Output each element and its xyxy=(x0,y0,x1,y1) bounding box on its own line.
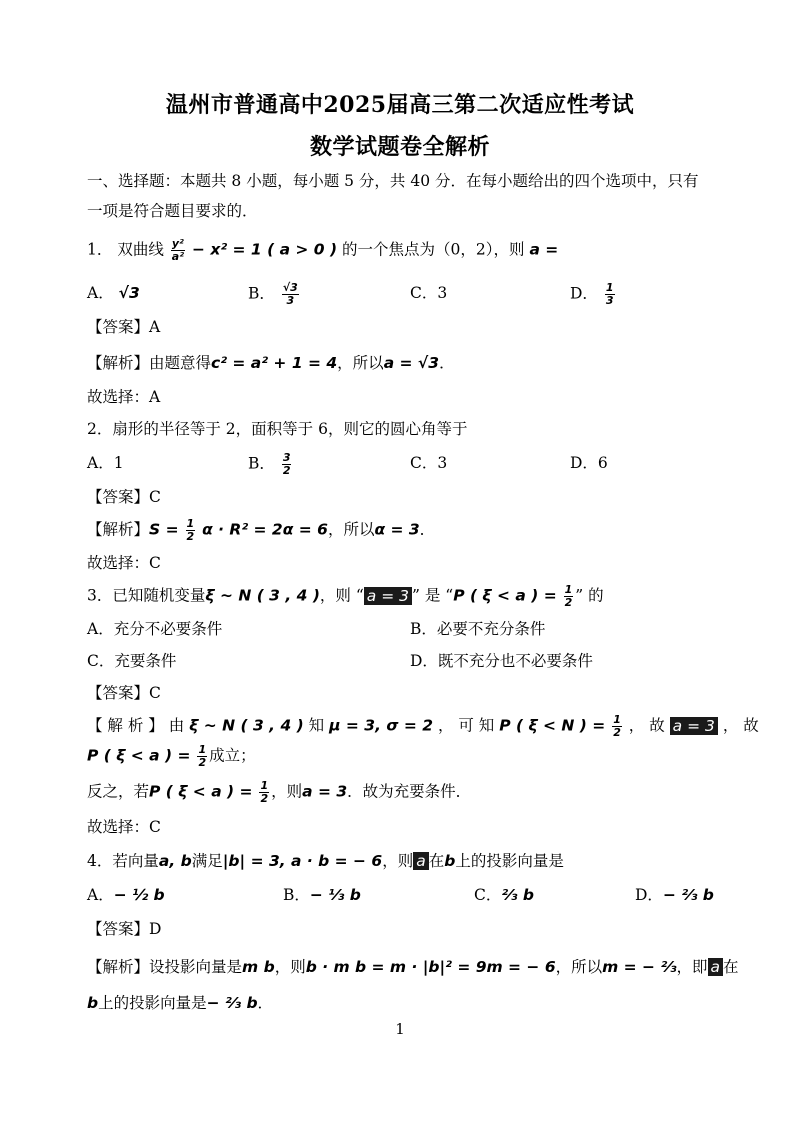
q3-analysis-label: 【 解 析 】 xyxy=(87,716,164,735)
q3-analysis-highlight: a = 3 xyxy=(670,717,718,735)
q3-analysis-line3-half xyxy=(259,780,269,805)
q3-stem-mid2: ” 是 “ xyxy=(411,586,454,605)
q3-analysis-line3-eq: P ( ξ < a ) = xyxy=(149,782,253,801)
page-number: 1 xyxy=(395,1020,405,1038)
q3-analysis-line2-end: 成立； xyxy=(209,746,256,765)
q4-option-d-label: D． xyxy=(635,886,663,904)
q4-option-b xyxy=(283,884,361,906)
q3-analysis-line3-end: ．故为充要条件． xyxy=(347,782,472,801)
q4-analysis-mid3: ，即 xyxy=(676,958,708,976)
q2-option-b-label: B． xyxy=(248,454,275,473)
q4-analysis-line2-text: 上的投影向量是 xyxy=(98,994,207,1012)
q3-analysis-half xyxy=(612,714,622,739)
q4-option-a-label: A． xyxy=(87,886,114,904)
q3-analysis-mid: 知 xyxy=(308,716,325,735)
q3-analysis-half-num: 1 xyxy=(613,713,621,726)
q2-analysis xyxy=(87,518,720,543)
q3-stem-half-den: 2 xyxy=(564,596,573,609)
q1-option-a-label: A． xyxy=(87,284,114,302)
section-intro-line1: 一、选择题：本题共 8 小题，每小题 5 分，共 40 分．在每小题给出的四个选项中，只有 xyxy=(87,172,699,190)
q1-option-a xyxy=(87,282,140,304)
q1-analysis-end: ． xyxy=(439,354,455,372)
q1-stem xyxy=(87,238,720,263)
q3-analysis-mid3: ， 故 xyxy=(628,716,665,735)
q3-answer: 【答案】C xyxy=(87,684,161,702)
q3-analysis-pre: 由 xyxy=(168,716,185,735)
q2-analysis-eq-b: α · R² = 2α = 6 xyxy=(202,520,328,539)
q2-choose: 故选择：C xyxy=(87,554,161,572)
q1-option-d-frac xyxy=(605,282,615,307)
q4-analysis-label: 【解析】 xyxy=(87,958,150,976)
q3-stem-eq: ξ ~ N ( 3 , 4 ) xyxy=(205,586,320,605)
q4-stem-vec2: b xyxy=(444,852,456,870)
q4-option-d xyxy=(635,884,714,906)
q3-stem-half xyxy=(564,584,574,609)
q4-option-b-value: − ⅓ b xyxy=(309,886,361,904)
q4-analysis-line2-vec: b xyxy=(87,994,99,1012)
q4-analysis-highlight: a xyxy=(708,958,724,976)
q4-stem xyxy=(87,850,720,872)
q2-option-b xyxy=(248,452,293,477)
q3-analysis-line3-half-num: 1 xyxy=(260,779,269,792)
q4-option-c xyxy=(474,884,534,906)
q1-stem-eq: − x² = 1 ( a > 0 ) xyxy=(191,240,338,259)
q2-option-b-num: 3 xyxy=(282,451,291,464)
q4-option-a xyxy=(87,884,165,906)
q3-analysis-line2 xyxy=(87,744,720,769)
q4-stem-vec: a, b xyxy=(158,852,192,870)
q1-analysis xyxy=(87,352,720,374)
q1-analysis-mid: ，所以 xyxy=(337,354,384,372)
q2-answer: 【答案】C xyxy=(87,488,161,506)
q3-analysis-end: ， 故 xyxy=(722,716,759,735)
q2-option-a: A．1 xyxy=(87,454,124,472)
q4-option-c-value: ⅔ b xyxy=(501,886,534,904)
q4-analysis-line2-end: ． xyxy=(257,994,274,1012)
q1-frac-den: a² xyxy=(171,250,185,263)
q3-option-a: A．充分不必要条件 xyxy=(87,620,223,638)
q3-analysis-mid2: ， 可 知 xyxy=(437,716,495,735)
q1-option-b xyxy=(248,282,301,307)
section-intro-line2: 一项是符合题目要求的． xyxy=(87,202,258,220)
q3-stem-highlight: a = 3 xyxy=(364,587,412,605)
q1-analysis-eq2: a = √3 xyxy=(383,354,440,372)
q4-analysis-eq2: b · m b = m · |b|² = 9m = − 6 xyxy=(305,958,556,976)
q4-analysis-mid: ，则 xyxy=(274,958,306,976)
q2-option-c: C．3 xyxy=(410,454,448,472)
q4-option-a-value: − ½ b xyxy=(113,886,165,904)
q2-analysis-label: 【解析】 xyxy=(87,520,150,539)
q4-option-b-label: B． xyxy=(283,886,310,904)
q4-number: 4． xyxy=(87,852,113,870)
q4-analysis-line2-eq: − ⅔ b xyxy=(206,994,258,1012)
q1-stem-post: 的一个焦点为（0，2），则 xyxy=(342,240,525,259)
q3-stem xyxy=(87,584,720,609)
q3-stem-half-num: 1 xyxy=(564,583,573,596)
q1-frac xyxy=(171,238,185,263)
q1-choose: 故选择：A xyxy=(87,388,161,406)
q3-analysis-line3 xyxy=(87,780,720,805)
q1-option-b-frac xyxy=(282,282,299,307)
q4-analysis xyxy=(87,956,739,978)
q1-frac-num: y² xyxy=(171,237,184,250)
q2-analysis-half-num: 1 xyxy=(186,517,195,530)
q1-option-b-den: 3 xyxy=(286,294,295,307)
q2-analysis-eq-a: S = xyxy=(149,520,179,539)
q2-analysis-eq2: α = 3 xyxy=(374,520,420,539)
q1-number: 1． xyxy=(87,240,113,259)
q1-option-d-den: 3 xyxy=(605,294,614,307)
q2-stem xyxy=(87,418,720,440)
q1-option-d xyxy=(570,282,617,307)
q4-analysis-eq3: m = − ⅔ xyxy=(602,958,677,976)
q3-stem-eq2: P ( ξ < a ) = xyxy=(453,586,557,605)
q4-answer: 【答案】D xyxy=(87,920,162,938)
q2-analysis-end: ． xyxy=(419,520,436,539)
q3-stem-pre: 已知随机变量 xyxy=(112,586,206,605)
q3-option-b: B．必要不充分条件 xyxy=(410,620,546,638)
q1-option-d-label: D． xyxy=(570,284,598,303)
q3-option-d: D．既不充分也不必要条件 xyxy=(410,652,593,670)
q1-option-d-num: 1 xyxy=(605,281,614,294)
q4-analysis-mid2: ，所以 xyxy=(555,958,603,976)
q4-stem-mid2: ，则 xyxy=(382,852,414,870)
page-subtitle: 数学试题卷全解析 xyxy=(309,134,490,160)
q3-analysis-line2-half xyxy=(197,744,207,769)
q4-analysis-eq: m b xyxy=(242,958,275,976)
q2-option-d: D．6 xyxy=(570,454,608,472)
q2-stem-text: 扇形的半径等于 2，面积等于 6，则它的圆心角等于 xyxy=(112,420,468,438)
q3-analysis-line2-eq: P ( ξ < a ) = xyxy=(87,746,191,765)
q1-analysis-label: 【解析】 xyxy=(87,354,150,372)
q3-number: 3． xyxy=(87,586,113,605)
q3-option-c: C．充要条件 xyxy=(87,652,177,670)
q3-analysis-eq: ξ ~ N ( 3 , 4 ) xyxy=(189,716,304,735)
q4-option-d-value: − ⅔ b xyxy=(662,886,714,904)
q1-analysis-eq: c² = a² + 1 = 4 xyxy=(211,354,338,372)
page-title: 温州市普通高中2025届高三第二次适应性考试 xyxy=(165,92,635,118)
q4-stem-mid: 满足 xyxy=(191,852,223,870)
q3-analysis-line3-mid: ，则 xyxy=(271,782,303,801)
q1-option-b-num: √3 xyxy=(282,281,298,294)
q4-stem-eq: |b| = 3, a · b = − 6 xyxy=(222,852,383,870)
q1-stem-pre: 双曲线 xyxy=(117,240,164,259)
q1-answer: 【答案】A xyxy=(87,318,161,336)
q1-stem-end: a = xyxy=(529,240,559,259)
q3-analysis-line2-half-den: 2 xyxy=(198,756,207,769)
q2-analysis-half-den: 2 xyxy=(186,530,195,543)
q2-option-b-den: 2 xyxy=(282,464,291,477)
q3-stem-end: ” 的 xyxy=(575,586,604,605)
q3-analysis-line3-pre: 反之，若 xyxy=(87,782,150,801)
q4-stem-highlight: a xyxy=(413,852,429,870)
q2-option-b-frac xyxy=(282,452,292,477)
q1-option-b-label: B． xyxy=(248,284,275,303)
q3-stem-mid: ，则 “ xyxy=(319,586,364,605)
q4-stem-end: 上的投影向量是 xyxy=(455,852,564,870)
q4-analysis-line2 xyxy=(87,992,720,1014)
q3-analysis-eq3: P ( ξ < N ) = xyxy=(499,716,606,735)
q3-analysis-line3-half-den: 2 xyxy=(260,792,269,805)
q3-analysis-half-den: 2 xyxy=(613,726,621,739)
q2-analysis-half xyxy=(186,518,196,543)
q1-analysis-text: 由题意得 xyxy=(149,354,212,372)
q4-option-c-label: C． xyxy=(474,886,502,904)
q4-stem-pre: 若向量 xyxy=(112,852,159,870)
q3-choose: 故选择：C xyxy=(87,818,161,836)
q3-analysis-eq2: μ = 3, σ = 2 xyxy=(329,716,434,735)
q4-analysis-end: 在 xyxy=(723,958,739,976)
q1-option-a-value: √3 xyxy=(118,284,140,302)
q3-analysis-line3-eq2: a = 3 xyxy=(302,782,348,801)
q2-analysis-mid: ，所以 xyxy=(327,520,375,539)
q4-stem-mid3: 在 xyxy=(428,852,445,870)
q3-analysis xyxy=(87,713,759,739)
q4-analysis-pre: 设投影向量是 xyxy=(149,958,243,976)
q3-analysis-line2-half-num: 1 xyxy=(198,743,207,756)
q1-option-c: C．3 xyxy=(410,284,448,302)
q2-number: 2． xyxy=(87,420,113,438)
